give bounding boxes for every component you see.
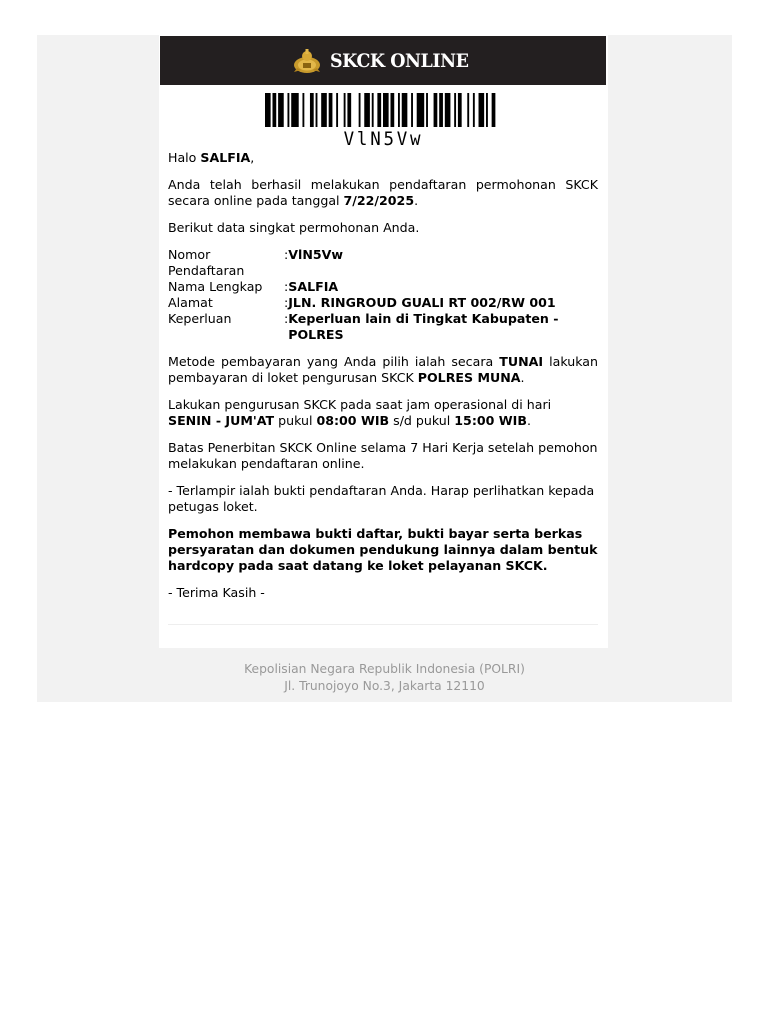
barcode-bar xyxy=(359,93,361,127)
closing-text: - Terima Kasih - xyxy=(168,585,265,600)
detail-row-registration-number: Nomor Pendaftaran : VlN5Vw xyxy=(168,247,560,279)
payment-paragraph: Metode pembayaran yang Anda pilih ialah secara TUNAI lakukan pembayaran di loket pengurusan SKCK POLRES MUNA. xyxy=(168,354,598,385)
barcode-bar xyxy=(445,93,451,127)
detail-value: SALFIA xyxy=(288,279,339,294)
payment-method: TUNAI xyxy=(499,354,544,369)
barcode-bar xyxy=(372,93,374,127)
barcode-bar xyxy=(383,93,389,127)
barcode-bar xyxy=(364,93,370,127)
detail-row-address: Alamat : JLN. RINGROUD GUALI RT 002/RW 001 xyxy=(168,295,560,311)
intro-paragraph: Anda telah berhasil melakukan pendaftaran permohonan SKCK secara online pada tanggal 7/22/2025. xyxy=(168,177,598,208)
brand-title: SKCK ONLINE xyxy=(329,49,469,72)
barcode-bar xyxy=(458,93,462,127)
email-footer xyxy=(37,661,732,694)
polri-emblem-icon xyxy=(292,47,322,75)
barcode-bar xyxy=(377,93,381,127)
payment-location: POLRES MUNA xyxy=(417,370,521,385)
barcode-bar xyxy=(265,93,271,127)
schedule-start: 08:00 WIB xyxy=(316,413,390,428)
schedule-paragraph: Lakukan pengurusan SKCK pada saat jam operasional di hari SENIN - JUM'AT pukul 08:00 WIB s/d pukul 15:00 WIB. xyxy=(168,397,552,428)
schedule-end: 15:00 WIB xyxy=(454,413,527,428)
barcode-bar xyxy=(344,93,346,127)
attachment-note: - Terlampir ialah bukti pendaftaran Anda. Harap perlihatkan kepada petugas loket. xyxy=(168,483,595,514)
barcode-bar xyxy=(390,93,394,127)
barcode-image xyxy=(265,93,501,127)
barcode-bar xyxy=(278,93,284,127)
barcode-bar xyxy=(398,93,400,127)
barcode-bar xyxy=(417,93,424,127)
footer-organization: Kepolisian Negara Republik Indonesia (POLRI) xyxy=(244,662,525,676)
barcode-code: VlN5Vw xyxy=(343,128,424,150)
barcode-bar xyxy=(454,93,456,127)
barcode-bar xyxy=(411,93,413,127)
detail-label: Keperluan xyxy=(168,311,232,326)
barcode-bar xyxy=(434,93,438,127)
detail-label: Nomor Pendaftaran xyxy=(168,247,245,278)
barcode-bar xyxy=(486,93,488,127)
deadline-paragraph: Batas Penerbitan SKCK Online selama 7 Hari Kerja setelah pemohon melakukan pendaftaran online. xyxy=(168,440,598,471)
footer-address: Jl. Trunojoyo No.3, Jakarta 12110 xyxy=(284,678,485,693)
barcode-bar xyxy=(347,93,351,127)
detail-value: JLN. RINGROUD GUALI RT 002/RW 001 xyxy=(288,295,556,310)
registration-date: 7/22/2025 xyxy=(343,193,415,208)
barcode-bar xyxy=(473,93,475,127)
greeting: Halo SALFIA, xyxy=(168,150,255,165)
barcode-bar xyxy=(302,93,304,127)
email-background xyxy=(37,35,732,702)
email-card xyxy=(159,35,608,648)
barcode-bar xyxy=(287,93,289,127)
barcode-bar xyxy=(310,93,314,127)
barcode-bar xyxy=(492,93,496,127)
barcode-bar xyxy=(291,93,298,127)
barcode-bar xyxy=(272,93,276,127)
detail-row-purpose: Keperluan : Keperluan lain di Tingkat Kabupaten - POLRES xyxy=(168,311,559,342)
barcode-bar xyxy=(439,93,443,127)
barcode-bar xyxy=(321,93,327,127)
detail-label: Nama Lengkap xyxy=(168,279,263,294)
email-body xyxy=(168,150,598,612)
barcode-bar xyxy=(402,93,408,127)
applicant-name: SALFIA xyxy=(200,150,251,165)
requirement-note: Pemohon membawa bukti daftar, bukti bayar serta berkas persyaratan dan dokumen pendukung lainnya dalam bentuk hardcopy pada saat datang ke loket pelayanan SKCK. xyxy=(168,526,598,573)
barcode-bar xyxy=(426,93,428,127)
barcode-bar xyxy=(479,93,485,127)
barcode-bar xyxy=(316,93,318,127)
schedule-days: SENIN - JUM'AT xyxy=(168,413,275,428)
detail-value: Keperluan lain di Tingkat Kabupaten - POLRES xyxy=(288,311,559,342)
detail-label: Alamat xyxy=(168,295,213,310)
barcode-bar xyxy=(329,93,333,127)
detail-row-full-name: Nama Lengkap : SALFIA xyxy=(168,279,560,295)
barcode-bar xyxy=(467,93,469,127)
barcode-bar xyxy=(336,93,338,127)
summary-intro: Berikut data singkat permohonan Anda. xyxy=(168,220,420,235)
body-divider xyxy=(168,624,598,625)
detail-value: VlN5Vw xyxy=(288,247,343,262)
registration-details-table xyxy=(168,247,560,343)
email-header xyxy=(160,36,606,85)
